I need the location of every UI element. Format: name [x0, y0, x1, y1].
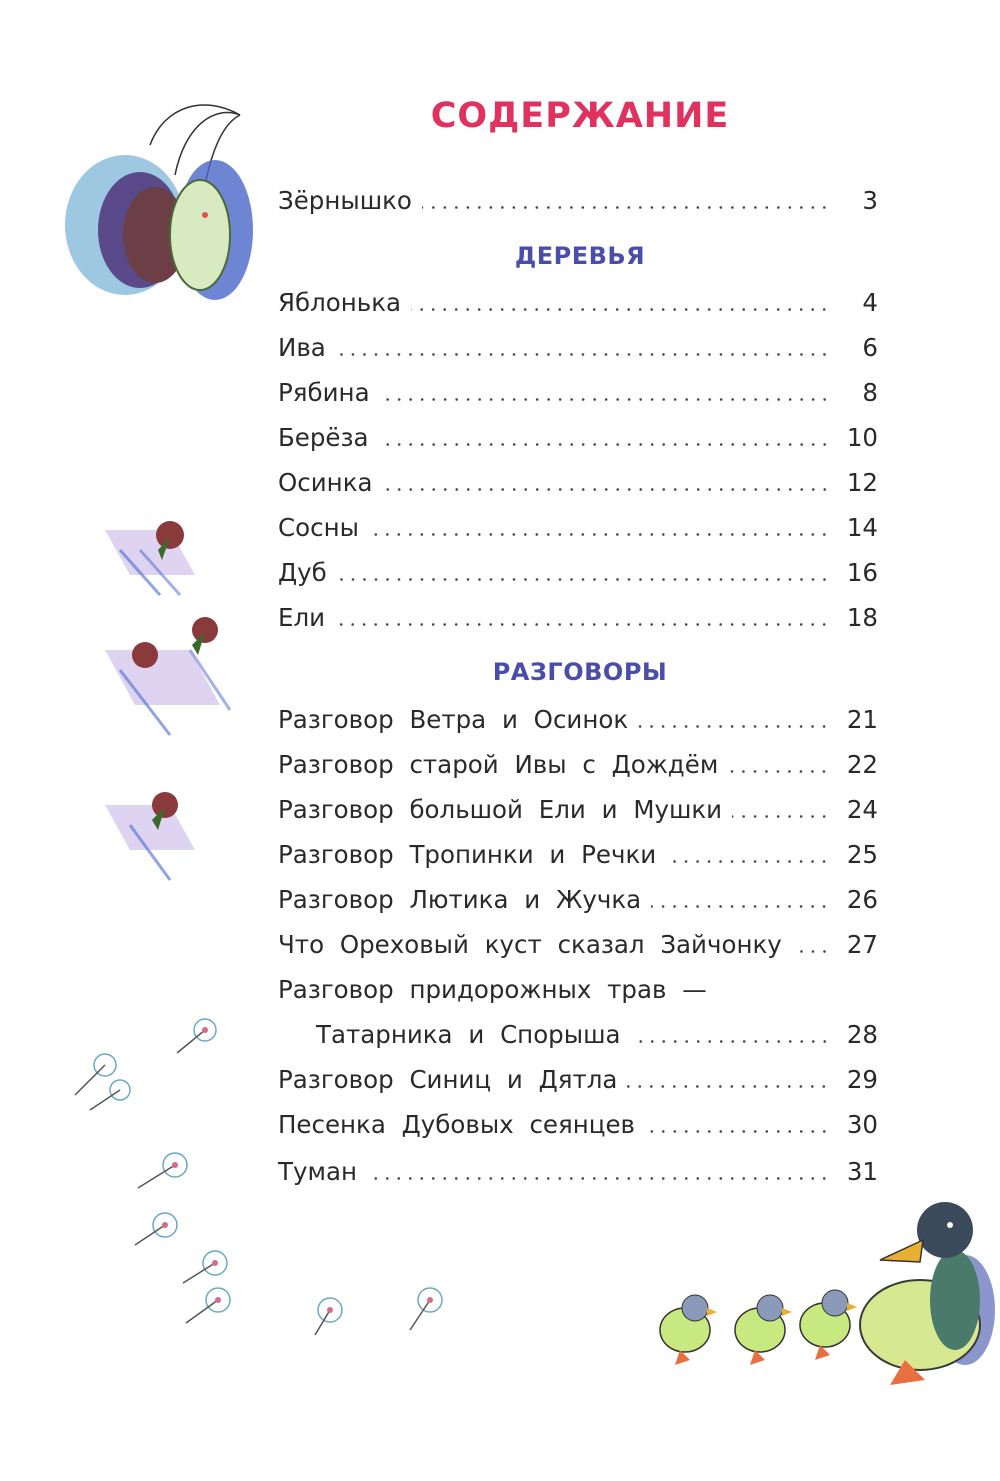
dot-leader: [369, 533, 830, 536]
toc-entry[interactable]: [316, 1010, 878, 1050]
toc-entry-label: Песенка Дубовых сеянцев: [278, 1110, 635, 1139]
toc-entry-page: 25: [846, 840, 878, 869]
toc-entry[interactable]: [278, 503, 878, 543]
toc-entry-page: 30: [846, 1110, 878, 1139]
toc-entry-page: 6: [862, 333, 878, 362]
toc-entry[interactable]: [278, 548, 878, 588]
toc-entry[interactable]: [278, 920, 878, 960]
dot-leader: [666, 860, 830, 863]
toc-entry-label: Разговор Ветра и Осинок: [278, 705, 629, 734]
dot-leader: [792, 950, 830, 953]
flying-bird-icon: [100, 505, 210, 605]
dandelion-seed-icon: [65, 1050, 135, 1115]
dot-leader: [728, 770, 830, 773]
toc-entry[interactable]: [278, 368, 878, 408]
toc-entry-label: Разговор большой Ели и Мушки: [278, 795, 723, 824]
toc-entry-page: 28: [846, 1020, 878, 1049]
toc-entry[interactable]: [278, 1055, 878, 1095]
toc-entry[interactable]: [278, 278, 878, 318]
toc-entry-label: Дуб: [278, 558, 327, 587]
dot-leader: [651, 905, 830, 908]
dot-leader: [336, 353, 830, 356]
dot-leader: [732, 815, 830, 818]
toc-entry-label: Сосны: [278, 513, 359, 542]
dandelion-seed-icon: [165, 1015, 225, 1060]
dandelion-seed-icon: [295, 1295, 355, 1340]
toc-entry-label: Ива: [278, 333, 326, 362]
toc-entry-page: 21: [846, 705, 878, 734]
toc-entry-label: Осинка: [278, 468, 373, 497]
dot-leader: [645, 1130, 830, 1133]
dot-leader: [337, 578, 830, 581]
dot-leader: [638, 725, 830, 728]
dandelion-seed-icon: [180, 1285, 240, 1330]
toc-entry-page: 26: [846, 885, 878, 914]
toc-entry[interactable]: [278, 1147, 878, 1187]
toc-entry-page: 16: [846, 558, 878, 587]
toc-entry-label: Разговор старой Ивы с Дождём: [278, 750, 719, 779]
dot-leader: [379, 443, 830, 446]
flying-bird-icon: [100, 785, 210, 885]
dandelion-seed-icon: [175, 1245, 235, 1290]
section-heading: РАЗГОВОРЫ: [492, 658, 668, 686]
duck-family-icon: [655, 1190, 1000, 1390]
toc-entry-page: 4: [862, 288, 878, 317]
toc-entry[interactable]: [278, 1100, 878, 1140]
section-heading: ДЕРЕВЬЯ: [514, 242, 646, 270]
dot-leader: [383, 488, 830, 491]
toc-entry-page: 24: [846, 795, 878, 824]
toc-entry[interactable]: [278, 785, 878, 825]
toc-entry-label: Разговор Лютика и Жучка: [278, 885, 642, 914]
toc-entry-page: 31: [846, 1157, 878, 1186]
toc-entry-label: Яблонька: [278, 288, 402, 317]
toc-entry-label: Туман: [278, 1157, 357, 1186]
toc-entry-label: Разговор Синиц и Дятла: [278, 1065, 618, 1094]
dandelion-seed-icon: [130, 1150, 200, 1195]
toc-entry-page: 10: [846, 423, 878, 452]
toc-entry[interactable]: [278, 458, 878, 498]
toc-entry[interactable]: [278, 176, 878, 216]
dandelion-seed-icon: [400, 1285, 460, 1335]
toc-entry[interactable]: [278, 695, 878, 735]
toc-entry-label: Зёрнышко: [278, 186, 412, 215]
toc-entry[interactable]: [278, 413, 878, 453]
dot-leader: [411, 308, 830, 311]
toc-entry-page: 3: [862, 186, 878, 215]
toc-entry-page: 18: [846, 603, 878, 632]
dot-leader: [422, 206, 830, 209]
toc-entry-label: Разговор придорожных трав —: [278, 975, 707, 1004]
toc-entry-page: 22: [846, 750, 878, 779]
toc-entry-page: 27: [846, 930, 878, 959]
toc-entry-page: 14: [846, 513, 878, 542]
toc-entry[interactable]: [278, 323, 878, 363]
dot-leader: [631, 1040, 830, 1043]
dot-leader: [367, 1177, 830, 1180]
toc-entry[interactable]: [278, 965, 878, 1005]
toc-entry-label: Рябина: [278, 378, 370, 407]
toc-entry[interactable]: [278, 593, 878, 633]
toc-entry-page: 12: [846, 468, 878, 497]
toc-entry[interactable]: [278, 740, 878, 780]
toc-entry[interactable]: [278, 875, 878, 915]
toc-entry-label: Что Ореховый куст сказал Зайчонку: [278, 930, 782, 959]
toc-entry-label: Ели: [278, 603, 326, 632]
toc-entry-label: Разговор Тропинки и Речки: [278, 840, 657, 869]
page-title: СОДЕРЖАНИЕ: [430, 96, 730, 136]
toc-entry[interactable]: [278, 830, 878, 870]
toc-entry-page: 8: [862, 378, 878, 407]
toc-entry-label: Татарника и Спорыша: [316, 1020, 621, 1049]
toc-entry-page: 29: [846, 1065, 878, 1094]
toc-entry-label: Берёза: [278, 423, 369, 452]
dot-leader: [380, 398, 830, 401]
dot-leader: [335, 623, 830, 626]
dot-leader: [627, 1085, 830, 1088]
